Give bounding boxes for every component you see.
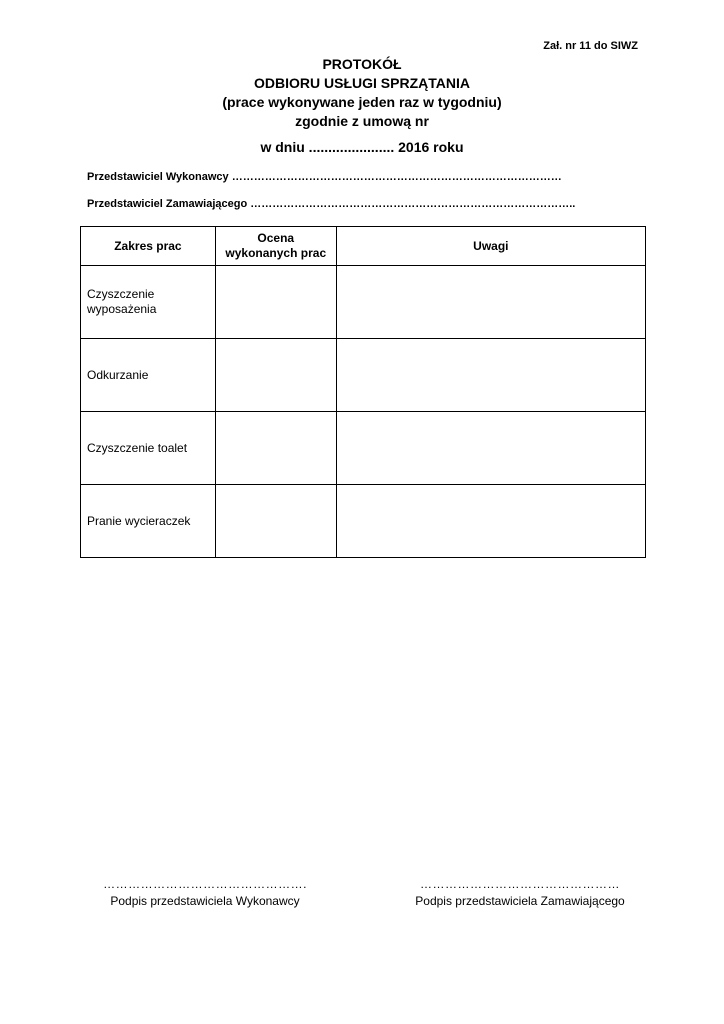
header-rating	[215, 227, 336, 266]
table-header-row	[81, 227, 646, 266]
scope-text-line-2: wyposażenia	[87, 302, 157, 316]
signature-line: ………………………………………….	[103, 877, 307, 891]
client-representative-line: Przedstawiciel Zamawiającego ……………………………………………………………………………..	[87, 198, 576, 210]
title-line-2: ODBIORU USŁUGI SPRZĄTANIA	[254, 75, 470, 91]
scope-text-line-1: Odkurzanie	[87, 367, 149, 382]
signature-line: …………………………………………	[420, 877, 620, 891]
contractor-signature-block	[85, 876, 325, 910]
title-line-1: PROTOKÓŁ	[322, 56, 402, 72]
client-signature-block	[400, 876, 640, 910]
header-rating-line-1: Ocena	[257, 231, 295, 245]
scope-text-line-1: Czyszczenie toalet	[87, 440, 188, 455]
works-table	[80, 226, 646, 558]
rating-cell[interactable]	[215, 266, 336, 339]
table-row	[81, 412, 646, 485]
signature-label: Podpis przedstawiciela Wykonawcy	[110, 894, 300, 908]
notes-cell[interactable]	[336, 412, 645, 485]
notes-cell[interactable]	[336, 266, 645, 339]
header-scope: Zakres prac	[81, 227, 216, 266]
contractor-representative-line: Przedstawiciel Wykonawcy ………………………………………………………………………………	[87, 171, 562, 183]
signature-label: Podpis przedstawiciela Zamawiającego	[415, 894, 625, 908]
header-notes: Uwagi	[336, 227, 645, 266]
rating-cell[interactable]	[215, 339, 336, 412]
scope-cell	[81, 485, 216, 558]
scope-text-line-1: Czyszczenie	[87, 287, 155, 301]
table-row	[81, 485, 646, 558]
rating-cell[interactable]	[215, 485, 336, 558]
title-line-3: (prace wykonywane jeden raz w tygodniu)	[222, 94, 502, 110]
annex-label: Zał. nr 11 do SIWZ	[543, 40, 638, 52]
header-rating-line-2: wykonanych prac	[225, 246, 327, 260]
scope-cell	[81, 266, 216, 339]
scope-cell	[81, 412, 216, 485]
notes-cell[interactable]	[336, 339, 645, 412]
notes-cell[interactable]	[336, 485, 645, 558]
document-title	[0, 55, 724, 131]
scope-cell	[81, 339, 216, 412]
date-line: w dniu ...................... 2016 roku	[260, 139, 464, 155]
table-row	[81, 266, 646, 339]
title-line-4: zgodnie z umową nr	[295, 113, 429, 129]
table-row	[81, 339, 646, 412]
scope-text-line-1: Pranie wycieraczek	[87, 513, 191, 528]
rating-cell[interactable]	[215, 412, 336, 485]
